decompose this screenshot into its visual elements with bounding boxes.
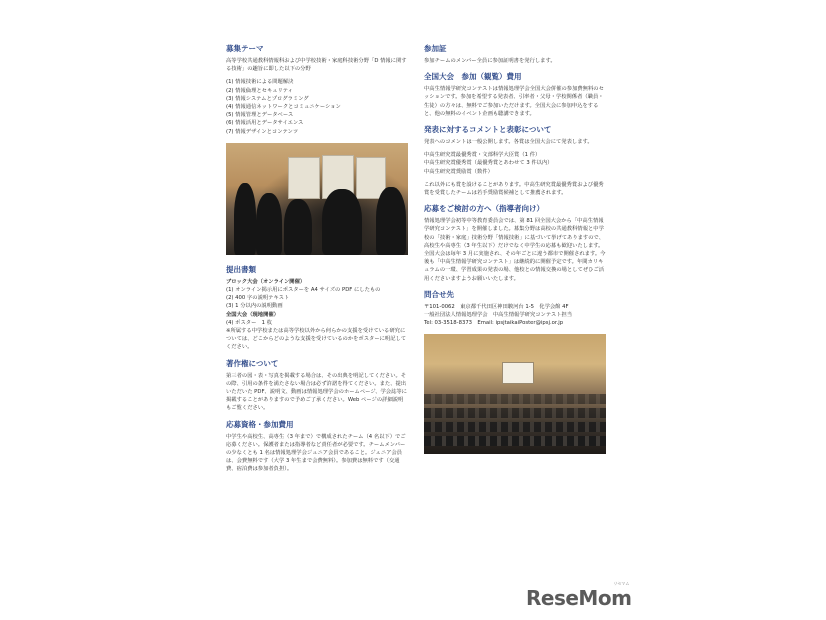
copyright-heading: 著作権について bbox=[226, 358, 279, 368]
theme-item: (1) 情報技術による問題解決 bbox=[226, 79, 294, 86]
award-item: 中高生研究賞奨励賞（数件） bbox=[424, 168, 493, 175]
award-item: 中高生研究賞最優秀賞・文部科学大臣賞（1 件） bbox=[424, 152, 541, 159]
contact-phone-email: Tel: 03-3518-8373 Email: ipsjtaikaiPoster@ipsj.or.jp bbox=[424, 320, 564, 327]
national-fee-section bbox=[424, 72, 606, 118]
theme-item: (6) 情報活用とデータサイエンス bbox=[226, 120, 304, 127]
theme-item: (2) 情報倫理とセキュリティ bbox=[226, 87, 293, 94]
logo-text: ReseMom bbox=[526, 586, 632, 610]
poster-session-photo bbox=[226, 143, 408, 255]
block-contest-title: ブロック大会（オンライン開催） bbox=[226, 278, 306, 285]
contact-address: 〒101-0062 東京都千代田区神田駿河台 1-5 化学会館 4F bbox=[424, 303, 569, 310]
document-item: (4) ポスター 1 枚 bbox=[226, 319, 273, 326]
conference-hall-photo bbox=[424, 334, 606, 454]
certificate-heading: 参加証 bbox=[424, 44, 447, 53]
recruit-theme-intro: 高等学校共通教科情報科および中学校技術・家庭科技術分野「D 情報に関する技術」の趣旨に即した以下の分野 bbox=[226, 58, 407, 73]
national-contest-title: 全国大会（現地開催） bbox=[226, 311, 279, 318]
copyright-section bbox=[226, 359, 408, 413]
award-item: 中高生研究賞優秀賞（最優秀賞とあわせて 3 件以内） bbox=[424, 160, 553, 167]
theme-item: (4) 情報通信ネットワークとコミュニケーション bbox=[226, 104, 341, 111]
logo-sub-text: リセマム bbox=[613, 581, 630, 586]
theme-item: (5) 情報管理とデータベース bbox=[226, 112, 294, 119]
teachers-heading: 応募をご検討の方へ（指導者向け） bbox=[424, 204, 544, 214]
comments-section bbox=[424, 125, 606, 197]
certificate-text: 参加チームのメンバー全員に参加証明書を発行します。 bbox=[424, 58, 556, 64]
recruit-theme-heading: 募集テーマ bbox=[226, 44, 264, 53]
recruit-theme-section bbox=[226, 44, 408, 136]
teachers-text: 情報処理学会初等中等教育委員会では、第 81 回全国大会から「中高生情報学研究コンテスト」を開催しました。募集分野は高校の共通教科情報と中学校の「技術・家庭」技術分野「情報技術」に基づいて挙げてありますので、高校生や高専生（3 年生以下）だけでなく中学生の応募も歓迎いたします。全国大会は毎年 3 月に実施され、その年ごとに違う都市で開催されます。今後も「中高生情報学研究コンテスト」は継続的に開催予定です。年間カリキュラムの一環、学習成果の発表の場、他校との情報交換の場としてぜひご活用くださいますようお願いいたします。 bbox=[424, 218, 606, 282]
documents-heading: 提出書類 bbox=[226, 264, 256, 274]
document-item: (2) 400 字の説明テキスト bbox=[226, 295, 290, 302]
copyright-text: 第三者の図・表・写真を掲載する場合は、その出典を明記してください。その際、引用の条件を満たさない場合は必ず許諾を得てください。また、提出いただいた PDF、説明文、動画は情報処理学会のホームページ、学会誌等に掲載することがありますので予めご了承ください。Web ページの詳細説明もご覧ください。 bbox=[226, 372, 407, 412]
comments-heading: 発表に対するコメントと表彰について bbox=[424, 125, 552, 135]
documents-note: ※所属する中学校または高等学校以外から何らかの支援を受けている研究については、どこからどのような支援を受けているのかをポスターに明記してください。 bbox=[226, 328, 407, 351]
eligibility-section bbox=[226, 420, 408, 474]
comments-text: 発表へのコメントは一般公開します。各賞は全国大会にて発表します。 bbox=[424, 139, 593, 146]
national-fee-heading: 全国大会 参加（観覧）費用 bbox=[424, 72, 522, 82]
resemom-logo bbox=[526, 581, 632, 610]
document-item: (1) オンライン掲示用にポスターを A4 サイズの PDF にしたもの bbox=[226, 287, 381, 294]
document-item: (3) 1 分以内の説明動画 bbox=[226, 303, 283, 310]
contact-section bbox=[424, 290, 606, 328]
eligibility-text: 中学生や高校生、高専生（3 年まで）で構成されたチーム（4 名以下）でご応募ください。保護者または指導者など責任者が必要です。チームメンバーの少なくとも 1 名は情報処理学会ジュニア会員であること。ジュニア会員は、会費無料です（大学 3 年生まで会費無料）。参加費は無料です（交通費、宿泊費は参加者負担）。 bbox=[226, 433, 406, 473]
national-fee-text: 中高生情報学研究コンテストは情報処理学会全国大会併催の参加費無料のセッションです。参加を希望する発表者、引率者・父母・学校関係者（職員・生徒）の方々は、無料でご参加いただけます。全国大会に参加申込をすると、他の無料のイベント企画も聴講できます。 bbox=[424, 86, 604, 117]
contact-heading: 問合せ先 bbox=[424, 289, 454, 299]
left-column bbox=[226, 44, 408, 481]
awards-extra-text: これ以外にも賞を設けることがあります。中高生研究賞最優秀賞および優秀賞を受賞したチームは若手奨励賞候補として推薦されます。 bbox=[424, 181, 604, 197]
documents-section bbox=[226, 265, 408, 352]
certificate-section bbox=[424, 44, 606, 65]
theme-item: (3) 情報システムとプログラミング bbox=[226, 95, 309, 102]
eligibility-heading: 応募資格・参加費用 bbox=[226, 419, 294, 429]
contact-org: 一般社団法人情報処理学会 中高生情報学研究コンテスト担当 bbox=[424, 312, 573, 319]
teachers-section bbox=[424, 204, 606, 283]
right-column bbox=[424, 44, 606, 454]
theme-item: (7) 情報デザインとコンテンツ bbox=[226, 128, 299, 135]
